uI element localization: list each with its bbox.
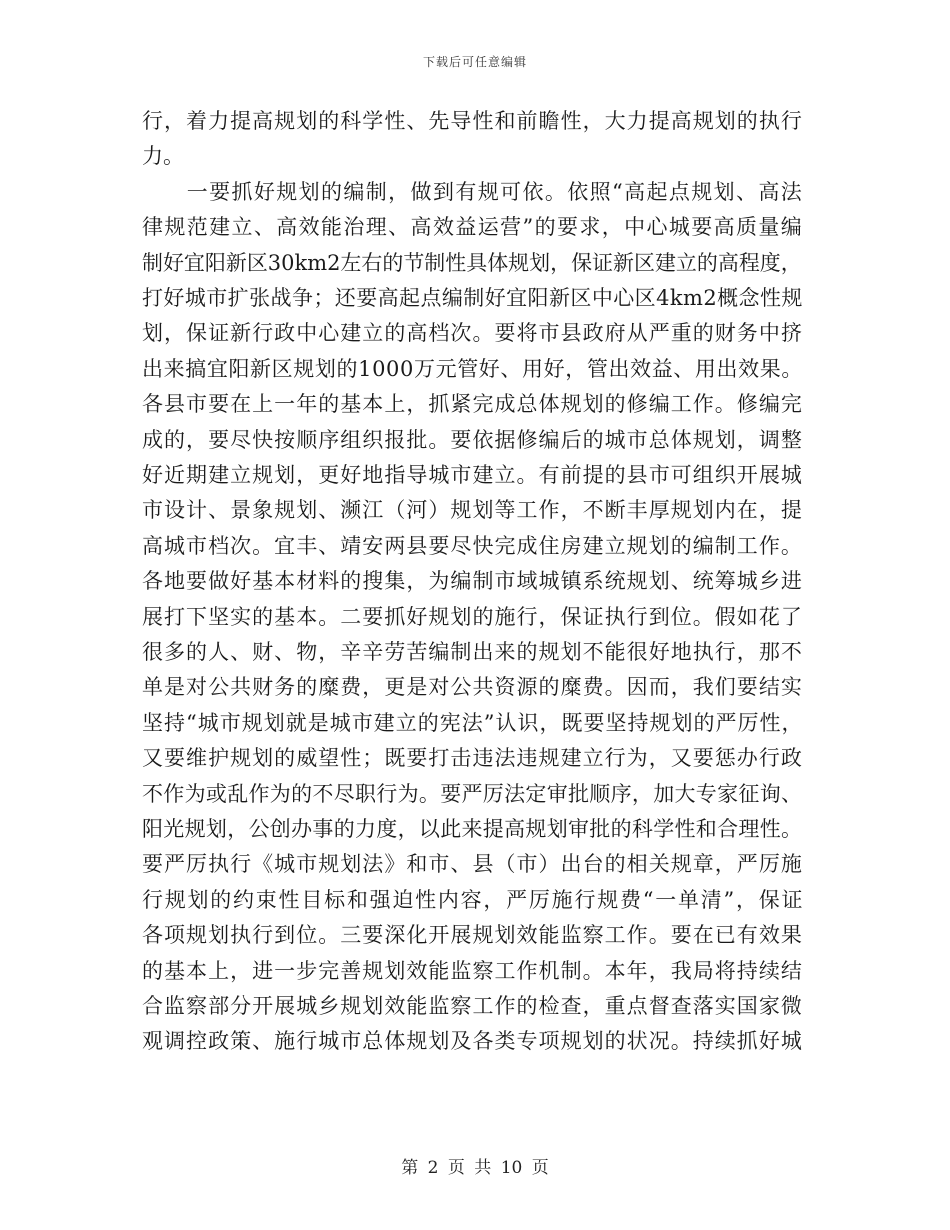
text-line: 各项规划执行到位。三要深化开展规划效能监察工作。要在已有效果	[142, 923, 803, 948]
text-line: 展打下坚实的基本。二要抓好规划的施行，保证执行到位。假如花了	[142, 604, 803, 629]
text-line: 成的，要尽快按顺序组织报批。要依据修编后的城市总体规划，调整	[142, 427, 803, 452]
text-line: 高城市档次。宜丰、靖安两县要尽快完成住房建立规划的编制工作。	[142, 533, 803, 558]
text-line: 不作为或乱作为的不尽职行为。要严厉法定审批顺序，加大专家征询、	[142, 781, 803, 806]
page-header: 下载后可任意编辑	[422, 55, 527, 69]
text-line: 划，保证新行政中心建立的高档次。要将市县政府从严重的财务中挤	[142, 321, 803, 346]
text-line: 行，着力提高规划的科学性、先导性和前瞻性，大力提高规划的执行	[142, 109, 803, 133]
text-line: 合监察部分开展城乡规划效能监察工作的检查，重点督查落实国家微	[142, 994, 803, 1018]
text-line: 又要维护规划的威望性；既要打击违法违规建立行为，又要惩办行政	[142, 746, 803, 771]
text-line: 各县市要在上一年的基本上，抓紧完成总体规划的修编工作。修编完	[142, 392, 803, 417]
text-line: 市设计、景象规划、濒江（河）规划等工作，不断丰厚规划内在，提	[142, 498, 803, 523]
text-line: 出来搞宜阳新区规划的1000万元管好、用好，管出效益、用出效果。	[142, 356, 803, 381]
text-line: 坚持“城市规划就是城市建立的宪法”认识，既要坚持规划的严厉性，	[142, 710, 804, 735]
text-line: 阳光规划，公创办事的力度，以此来提高规划审批的科学性和合理性。	[142, 817, 803, 841]
text-line: 要严厉执行《城市规划法》和市、县（市）出台的相关规章，严厉施	[142, 852, 803, 877]
text-line: 制好宜阳新区30km2左右的节制性具体规划，保证新区建立的高程度，	[142, 250, 802, 275]
text-line: 的基本上，进一步完善规划效能监察工作机制。本年，我局将持续结	[142, 958, 803, 983]
text-line: 律规范建立、高效能治理、高效益运营”的要求，中心城要高质量编	[142, 215, 804, 240]
text-line: 行规划的约束性目标和强迫性内容，严厉施行规费“一单清”，保证	[142, 887, 805, 912]
text-line: 打好城市扩张战争；还要高起点编制好宜阳新区中心区4km2概念性规	[142, 286, 803, 310]
text-line: 很多的人、财、物，辛辛劳苦编制出来的规划不能很好地执行，那不	[142, 640, 803, 664]
text-line: 观调控政策、施行城市总体规划及各类专项规划的状况。持续抓好城	[142, 1029, 803, 1054]
text-line: 单是对公共财务的糜费，更是对公共资源的糜费。因而，我们要结实	[142, 675, 803, 700]
text-line: 各地要做好基本材料的搜集，为编制市域城镇系统规划、统筹城乡进	[142, 569, 803, 594]
page-number-footer: 第 2 页 共 10 页	[401, 1158, 549, 1178]
text-line: 好近期建立规划，更好地指导城市建立。有前提的县市可组织开展城	[142, 463, 803, 487]
text-line: 力。	[142, 144, 184, 169]
text-line: 一要抓好规划的编制，做到有规可依。依照“高起点规划、高法	[142, 179, 804, 204]
